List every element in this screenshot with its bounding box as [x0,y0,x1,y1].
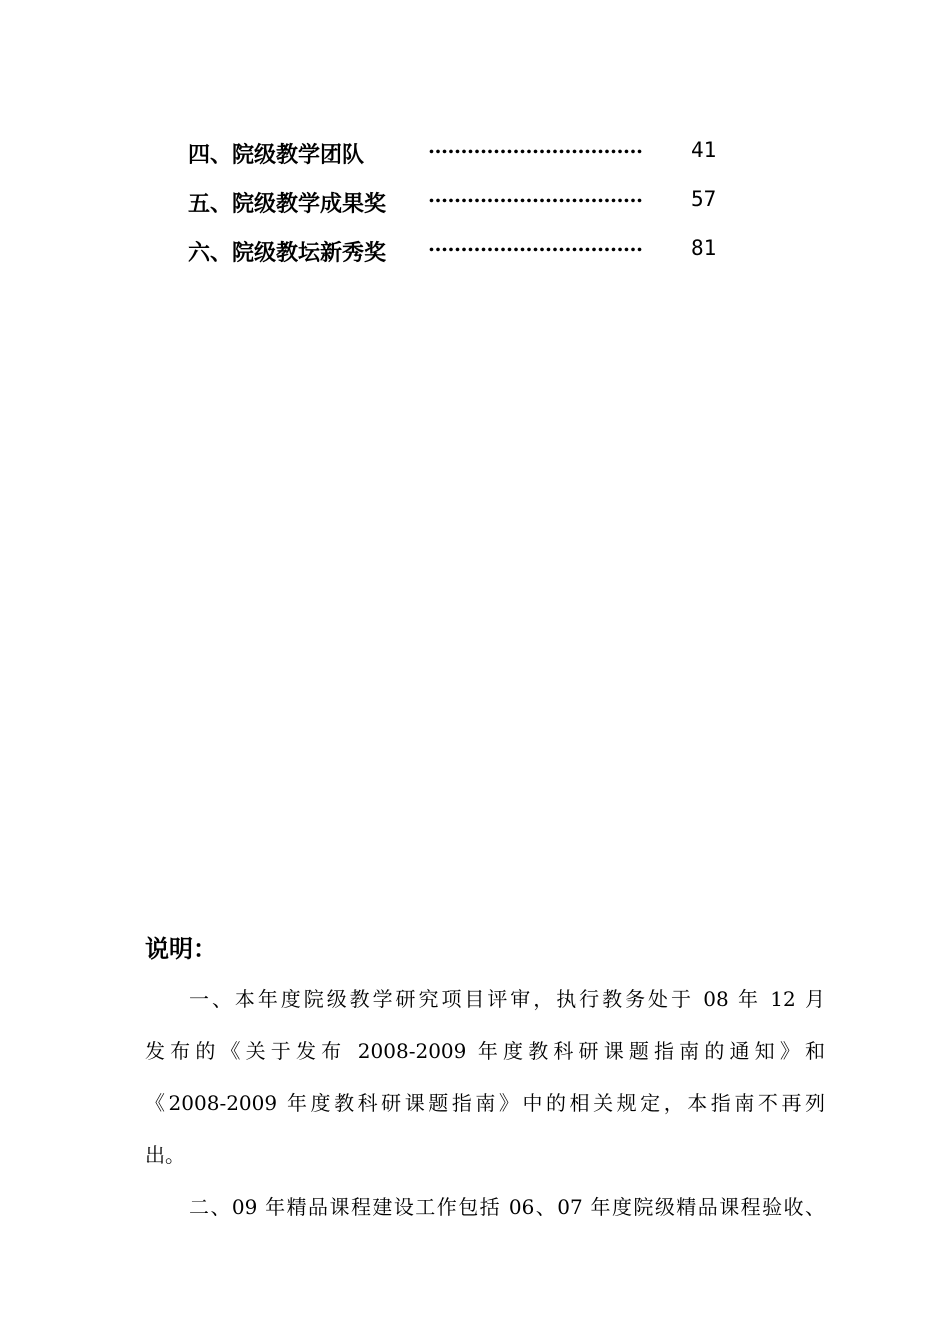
table-of-contents [188,130,748,277]
toc-title: 六、院级教坛新秀奖 [188,240,387,266]
toc-leader-dots: …………………………… [428,134,643,158]
notes-heading: 说明： [145,934,217,963]
paragraph-line: 《2008-2009 年度教科研课题指南》中的相关规定，本指南不再列 [145,1091,825,1115]
toc-row[interactable] [188,179,748,228]
toc-row[interactable] [188,130,748,179]
toc-page-number: 41 [691,138,717,162]
paragraph-line: 发布的《关于发布 2008-2009 年度教科研课题指南的通知》和 [145,1039,825,1063]
toc-page-number: 57 [691,187,717,211]
toc-row[interactable] [188,228,748,277]
paragraph-line: 二、09 年精品课程建设工作包括 06、07 年度院级精品课程验收、 [189,1195,825,1219]
toc-leader-dots: …………………………… [428,183,643,207]
paragraph-line: 一、本年度院级教学研究项目评审，执行教务处于 08 年 12 月 [189,987,825,1011]
toc-title: 五、院级教学成果奖 [188,191,387,217]
toc-title: 四、院级教学团队 [188,142,365,168]
toc-leader-dots: …………………………… [428,232,643,256]
notes-paragraph-1 [145,973,825,1181]
notes-section [145,925,825,1233]
toc-page-number: 81 [691,236,717,260]
paragraph-line: 出。 [145,1143,185,1167]
notes-paragraph-2 [145,1181,825,1233]
